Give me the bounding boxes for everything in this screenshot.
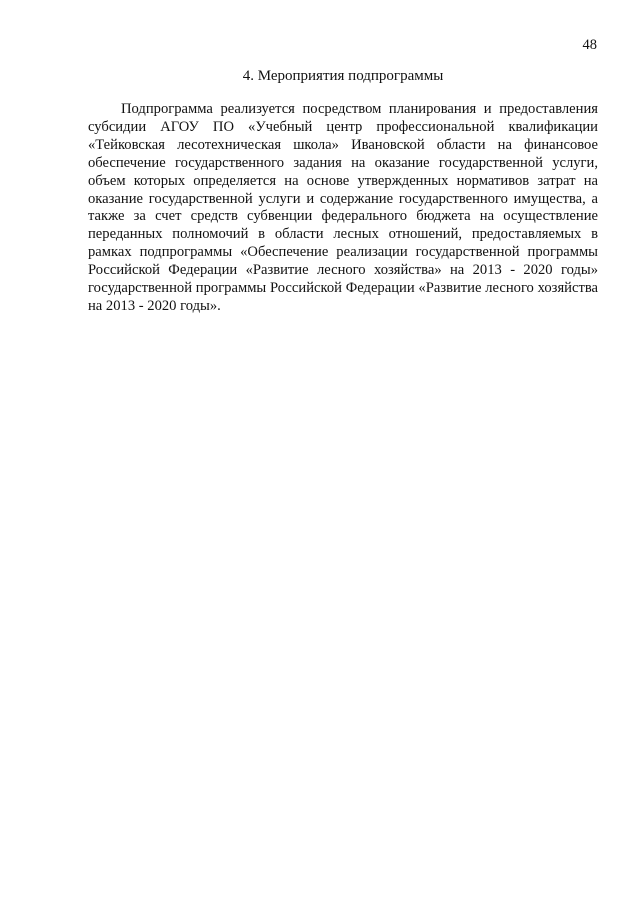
body-paragraph: Подпрограмма реализуется посредством планирования и предоставления субсидии АГОУ ПО «Учебный центр профессиональной квалификации «Тейковская лесотехническая школа» Ивановской области на финансовое обеспечение государственного задания на оказание государственной услуги, объем которых определяется на основе утвержденных нормативов затрат на оказание государственной услуги и содержание государственного имущества, а также за счет средств субвенции федерального бюджета на осуществление переданных полномочий в области лесных отношений, предоставляемых в рамках подпрограммы «Обеспечение реализации государственной программы Российской Федерации «Развитие лесного хозяйства» на 2013 - 2020 годы» государственной программы Российской Федерации «Развитие лесного хозяйства на 2013 - 2020 годы». bbox=[88, 101, 598, 314]
section-heading: 4. Мероприятия подпрограммы bbox=[242, 68, 444, 84]
page-number: 48 bbox=[582, 37, 597, 53]
